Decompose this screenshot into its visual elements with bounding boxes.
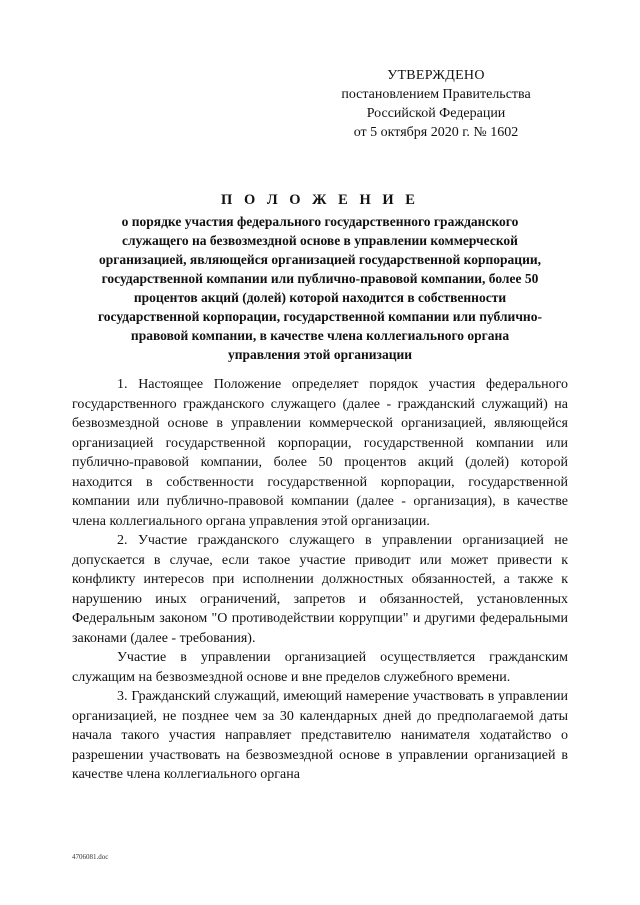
paragraph: 1. Настоящее Положение определяет порядок участия федерального государственного гражданского служащего (далее - гражданский служащий) на безвозмездной основе в управлении коммерческой организацией, являющейся организацией государственной корпорации, государственной компании или публично-правовой компании, более 50 процентов акций (долей) которой находится в собственности государственной корпорации, государственной компании или публично-правовой компании (далее - организация), в качестве члена коллегиального органа управления этой организации. — [72, 377, 568, 529]
approval-line: постановлением Правительства — [341, 87, 531, 102]
document-title: П О Л О Ж Е Н И Е — [221, 192, 419, 208]
approval-line: Российской Федерации — [366, 106, 506, 121]
paragraph: 3. Гражданский служащий, имеющий намерение участвовать в управлении организацией, не позднее чем за 30 календарных дней до предполагаемой даты начала такого участия направляет представителю нанимателя ходатайство о разрешении участвовать на безвозмездной основе в управлении организацией в качестве члена коллегиального органа — [72, 689, 568, 782]
approval-stamp — [316, 66, 556, 142]
approval-date: от 5 октября 2020 г. № 1602 — [353, 125, 519, 140]
file-name: 4706081.doc — [72, 853, 109, 861]
document-body — [72, 375, 568, 785]
paragraph: 2. Участие гражданского служащего в управлении организацией не допускается в случае, если такое участие приводит или может привести к конфликту интересов при исполнении должностных обязанностей, а также к нарушению иных ограничений, запретов и обязанностей, установленных Федеральным законом "О противодействии коррупции" и другими федеральными законами (далее - требования). — [72, 533, 568, 646]
document-subtitle: о порядке участия федерального государственного гражданского служащего на безвозмездной основе в управлении коммерческой организацией, являющейся организацией государственной корпорации, государственной компании или публично-правовой компании, более 50 процентов акций (долей) которой находится в собственности государственной корпорации, государственной компании или публично-правовой компании, в качестве члена коллегиального органа управления этой организации — [98, 214, 542, 362]
approval-title: УТВЕРЖДЕНО — [387, 68, 485, 83]
paragraph: Участие в управлении организацией осуществляется гражданским служащим на безвозмездной основе и вне пределов служебного времени. — [72, 650, 568, 685]
